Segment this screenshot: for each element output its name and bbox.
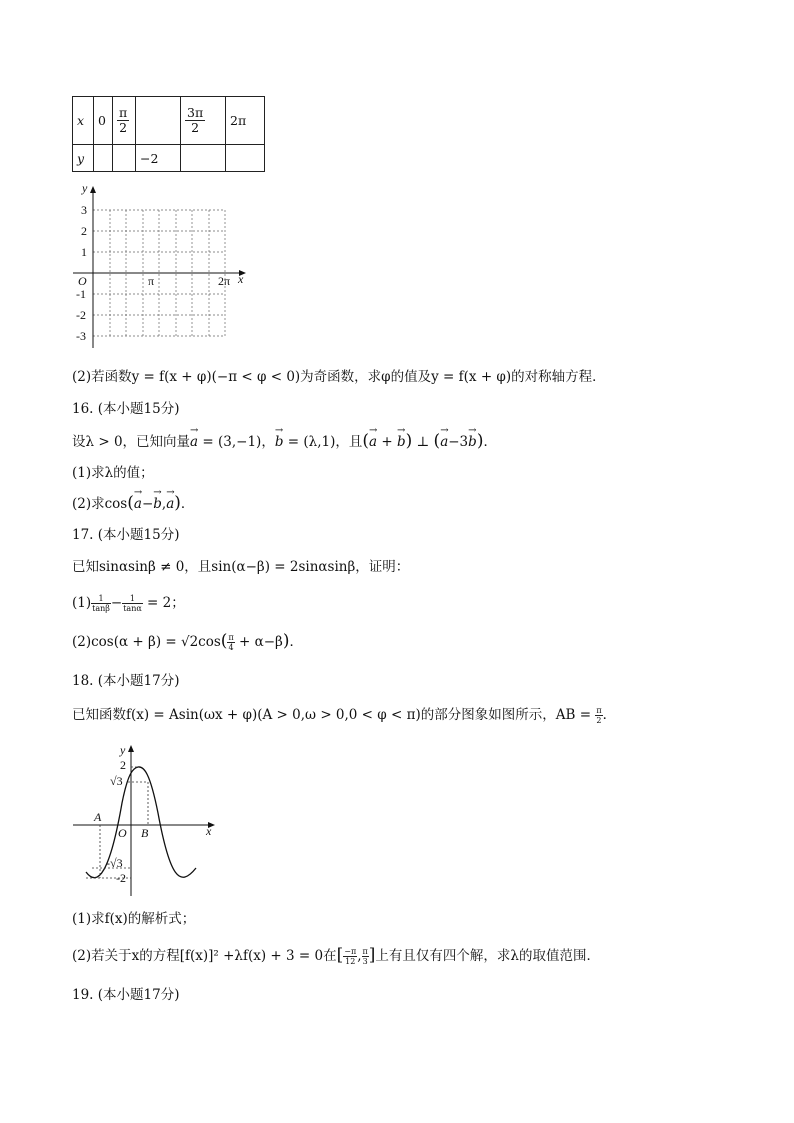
- frac-den: tanα: [123, 604, 142, 613]
- q18-stem: [72, 704, 616, 726]
- q17-part2: (2)cos(α + β) = √2cos( $\frac{\pi}{4}$ + α−β)．: [72, 631, 303, 652]
- q16-stem-e: ．: [483, 434, 497, 450]
- q18-part1: (1)求f(x)的解析式；: [72, 911, 196, 927]
- q16-part2-post: ．: [180, 496, 195, 512]
- q16-stem-a: 设λ > 0，已知向量: [72, 434, 191, 450]
- frac-den: 2: [191, 120, 200, 135]
- frac-num: π: [596, 706, 602, 715]
- q17-part1-post: = 2；: [142, 595, 185, 611]
- grid-graph: [70, 180, 250, 350]
- q18-stem-pre: 已知函数f(x) = Asin(ωx + φ)(A > 0,ω > 0,0 < φ < π)的部分图象如图所示，AB =: [72, 707, 596, 723]
- q16-stem-d: ⊥: [412, 434, 434, 450]
- q18-heading: 18. (本小题17分): [72, 673, 180, 689]
- fraction-pi-over-2: [595, 706, 602, 725]
- q17-part2-mid: + α−β: [234, 634, 283, 650]
- frac-num: −π: [344, 947, 357, 956]
- q15-part2: (2)若函数y = f(x + φ)(−π < φ < 0)为奇函数，求φ的值及y = f(x + φ)的对称轴方程．: [72, 369, 606, 385]
- frac-den: 2: [596, 716, 602, 725]
- ytick-neg2: -2: [76, 308, 86, 322]
- q16-part1: (1)求λ的值；: [72, 465, 154, 481]
- fraction-pi-over-3: [362, 947, 369, 966]
- ytick-2: 2: [81, 224, 87, 238]
- fraction-1-over-tanbeta: [91, 594, 111, 613]
- xtick-pi: π: [148, 274, 155, 288]
- y-axis-label: y: [120, 743, 126, 757]
- origin-label: O: [118, 826, 127, 840]
- ylabel-2: 2: [120, 758, 126, 772]
- fraction-pi-over-2: [117, 106, 129, 135]
- q17-part2-pre: (2)cos(α + β) = √2cos: [72, 634, 221, 650]
- q19-heading: 19. (本小题17分): [72, 987, 180, 1003]
- y-axis-arrow-icon: [90, 186, 96, 193]
- point-b-label: B: [141, 826, 149, 840]
- q18-stem-post: ．: [602, 707, 617, 723]
- q18-part2-sep: ,: [357, 948, 362, 964]
- frac-num: 1: [91, 594, 111, 604]
- x-axis-label: x: [238, 272, 244, 286]
- q18-part2-pre: (2)若关于x的方程[f(x)]² +λf(x) + 3 = 0在: [72, 948, 337, 964]
- ytick-3: 3: [81, 203, 87, 217]
- frac-den: 2: [119, 120, 128, 135]
- q17-part1: [72, 592, 185, 614]
- q18-part2: (2)若关于x的方程[f(x)]² +λf(x) + 3 = 0在[ $\frac{-\pi}{12}$ , $\frac{\pi}{3}$ ]上有且仅有四个解，求λ的取值范围．: [72, 945, 600, 966]
- q16-stem-b: = (3,−1)，: [198, 434, 275, 450]
- frac-den: 3: [362, 957, 368, 966]
- origin-label: O: [78, 274, 87, 288]
- q16-heading: 16. (本小题15分): [72, 401, 180, 417]
- table-cell: [136, 97, 181, 145]
- vector-b: → b: [275, 433, 284, 451]
- table-cell: [181, 97, 226, 145]
- x-axis-label: x: [206, 824, 212, 838]
- q16-part2: (2)求cos(→ a−→ b,→ a)．: [72, 494, 194, 513]
- table-row: [73, 97, 265, 145]
- fraction-3pi-over-2: [185, 106, 205, 135]
- fraction-pi-over-4: [227, 633, 234, 652]
- table-cell: [181, 145, 226, 172]
- sine-curve: [86, 767, 196, 878]
- table-row: [73, 145, 265, 172]
- value-table: [72, 96, 265, 172]
- ytick-neg3: -3: [76, 329, 86, 343]
- q16-part2-pre: (2)求cos: [72, 496, 128, 512]
- ylabel-neg-sqrt3: -√3: [106, 856, 123, 870]
- q17-heading: 17. (本小题15分): [72, 527, 180, 543]
- table-cell: [113, 145, 136, 172]
- point-a-label: A: [94, 810, 102, 824]
- table-cell: 2π: [226, 97, 265, 145]
- table-cell: −2: [136, 145, 181, 172]
- xtick-2pi: 2π: [218, 274, 231, 288]
- q16-stem-c: = (λ,1)，且: [283, 434, 363, 450]
- table-cell: [113, 97, 136, 145]
- frac-num: π: [362, 947, 368, 956]
- frac-num: 3π: [187, 105, 204, 120]
- q16-stem: 设λ > 0，已知向量→ a = (3,−1)，→ b = (λ,1)，且(→ a + → b) ⊥ (→ a−3→ b)．: [72, 432, 497, 451]
- ytick-neg1: -1: [76, 287, 86, 301]
- sine-graph: [70, 738, 230, 898]
- q17-part1-minus: −: [110, 595, 123, 611]
- q18-part2-post: 上有且仅有四个解，求λ的取值范围．: [375, 948, 600, 964]
- vector-a: → a: [190, 433, 198, 451]
- ylabel-sqrt3: √3: [110, 774, 123, 788]
- table-cell: [94, 145, 113, 172]
- y-axis-label: y: [82, 181, 88, 195]
- frac-den: tanβ: [92, 604, 110, 613]
- q17-part1-pre: (1): [72, 595, 92, 611]
- frac-num: π: [228, 633, 234, 642]
- ytick-1: 1: [81, 245, 87, 259]
- fraction-1-over-tanalpha: [122, 594, 143, 613]
- q17-part2-post: ．: [289, 634, 303, 650]
- frac-den: 4: [228, 643, 234, 652]
- table-cell: 0: [94, 97, 113, 145]
- table-cell: x: [73, 97, 94, 145]
- y-axis-arrow-icon: [128, 745, 134, 752]
- frac-num: 1: [122, 594, 143, 604]
- fraction-neg-pi-over-12: [343, 947, 357, 966]
- frac-den: 12: [345, 957, 356, 966]
- q17-stem: 已知sinαsinβ ≠ 0，且sin(α−β) = 2sinαsinβ，证明：: [72, 559, 410, 575]
- ylabel-neg2: -2: [116, 871, 126, 885]
- table-cell: [226, 145, 265, 172]
- frac-num: π: [119, 105, 128, 120]
- table-cell: y: [73, 145, 94, 172]
